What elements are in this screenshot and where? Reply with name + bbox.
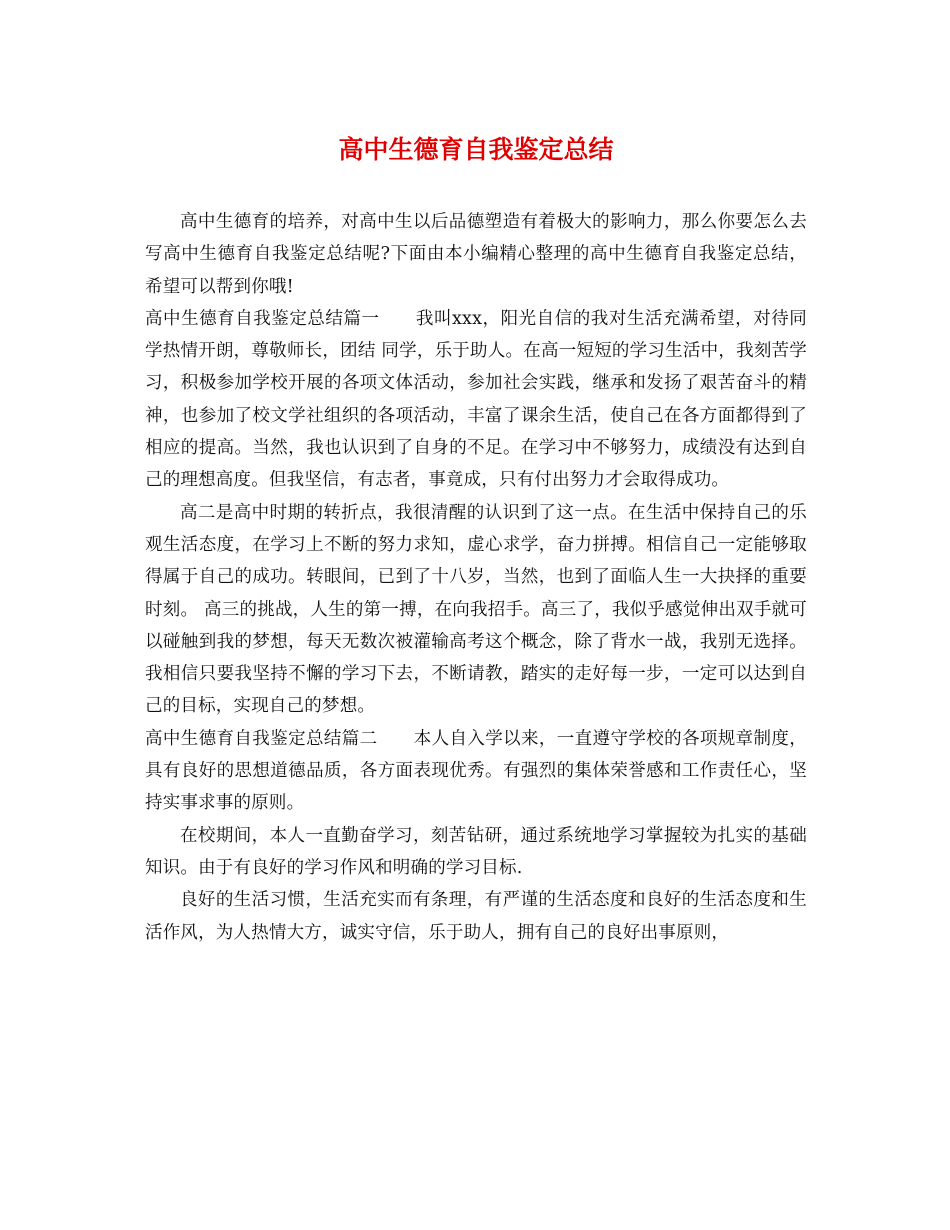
section2-first-paragraph (145, 723, 807, 820)
section2-paragraph-2: 在校期间，本人一直勤奋学习，刻苦钻研，通过系统地学习掌握较为扎实的基础知识。由于有良好的学习作风和明确的学习目标. (145, 825, 807, 878)
section2-paragraph-1: 本人自入学以来，一直遵守学校的各项规章制度，具有良好的思想道德品质，各方面表现优秀。有强烈的集体荣誉感和工作责任心，坚持实事求事的原则。 (145, 728, 807, 814)
document-page (145, 130, 807, 949)
section2-heading: 高中生德育自我鉴定总结篇二 (145, 728, 378, 749)
document-title: 高中生德育自我鉴定总结 (338, 135, 614, 164)
section1-paragraph-2: 高二是高中时期的转折点，我很清醒的认识到了这一点。在生活中保持自己的乐观生活态度，在学习上不断的努力求知，虚心求学，奋力拼搏。相信自己一定能够取得属于自己的成功。转眼间，已到了十八岁，当然，也到了面临人生一大抉择的重要时刻。 高三的挑战，人生的第一搏，在向我招手。高三了，我似乎感觉伸出双手就可以碰触到我的梦想，每天无数次被灌输高考这个概念，除了背水一战，我别无选择。我相信只要我坚持不懈的学习下去，不断请教，踏实的走好每一步，一定可以达到自己的目标，实现自己的梦想。 (145, 502, 807, 717)
section1-first-paragraph (145, 303, 807, 497)
section1-paragraph-1: 我叫xxx，阳光自信的我对生活充满希望，对待同学热情开朗，尊敬师长，团结 同学，乐于助人。在高一短短的学习生活中，我刻苦学习，积极参加学校开展的各项文体活动，参加社会实践，继承和发扬了艰苦奋斗的精神，也参加了校文学社组织的各项活动，丰富了课余生活，使自己在各方面都得到了相应的提高。当然，我也认识到了自身的不足。在学习中不够努力，成绩没有达到自己的理想高度。但我坚信，有志者，事竟成，只有付出努力才会取得成功。 (145, 308, 807, 491)
section1-heading: 高中生德育自我鉴定总结篇一 (145, 308, 380, 329)
intro-paragraph: 高中生德育的培养，对高中生以后品德塑造有着极大的影响力，那么你要怎么去写高中生德育自我鉴定总结呢?下面由本小编精心整理的高中生德育自我鉴定总结，希望可以帮到你哦! (145, 212, 807, 297)
section2-paragraph-3: 良好的生活习惯，生活充实而有条理，有严谨的生活态度和良好的生活态度和生活作风，为人热情大方，诚实守信，乐于助人，拥有自己的良好出事原则， (145, 890, 807, 943)
